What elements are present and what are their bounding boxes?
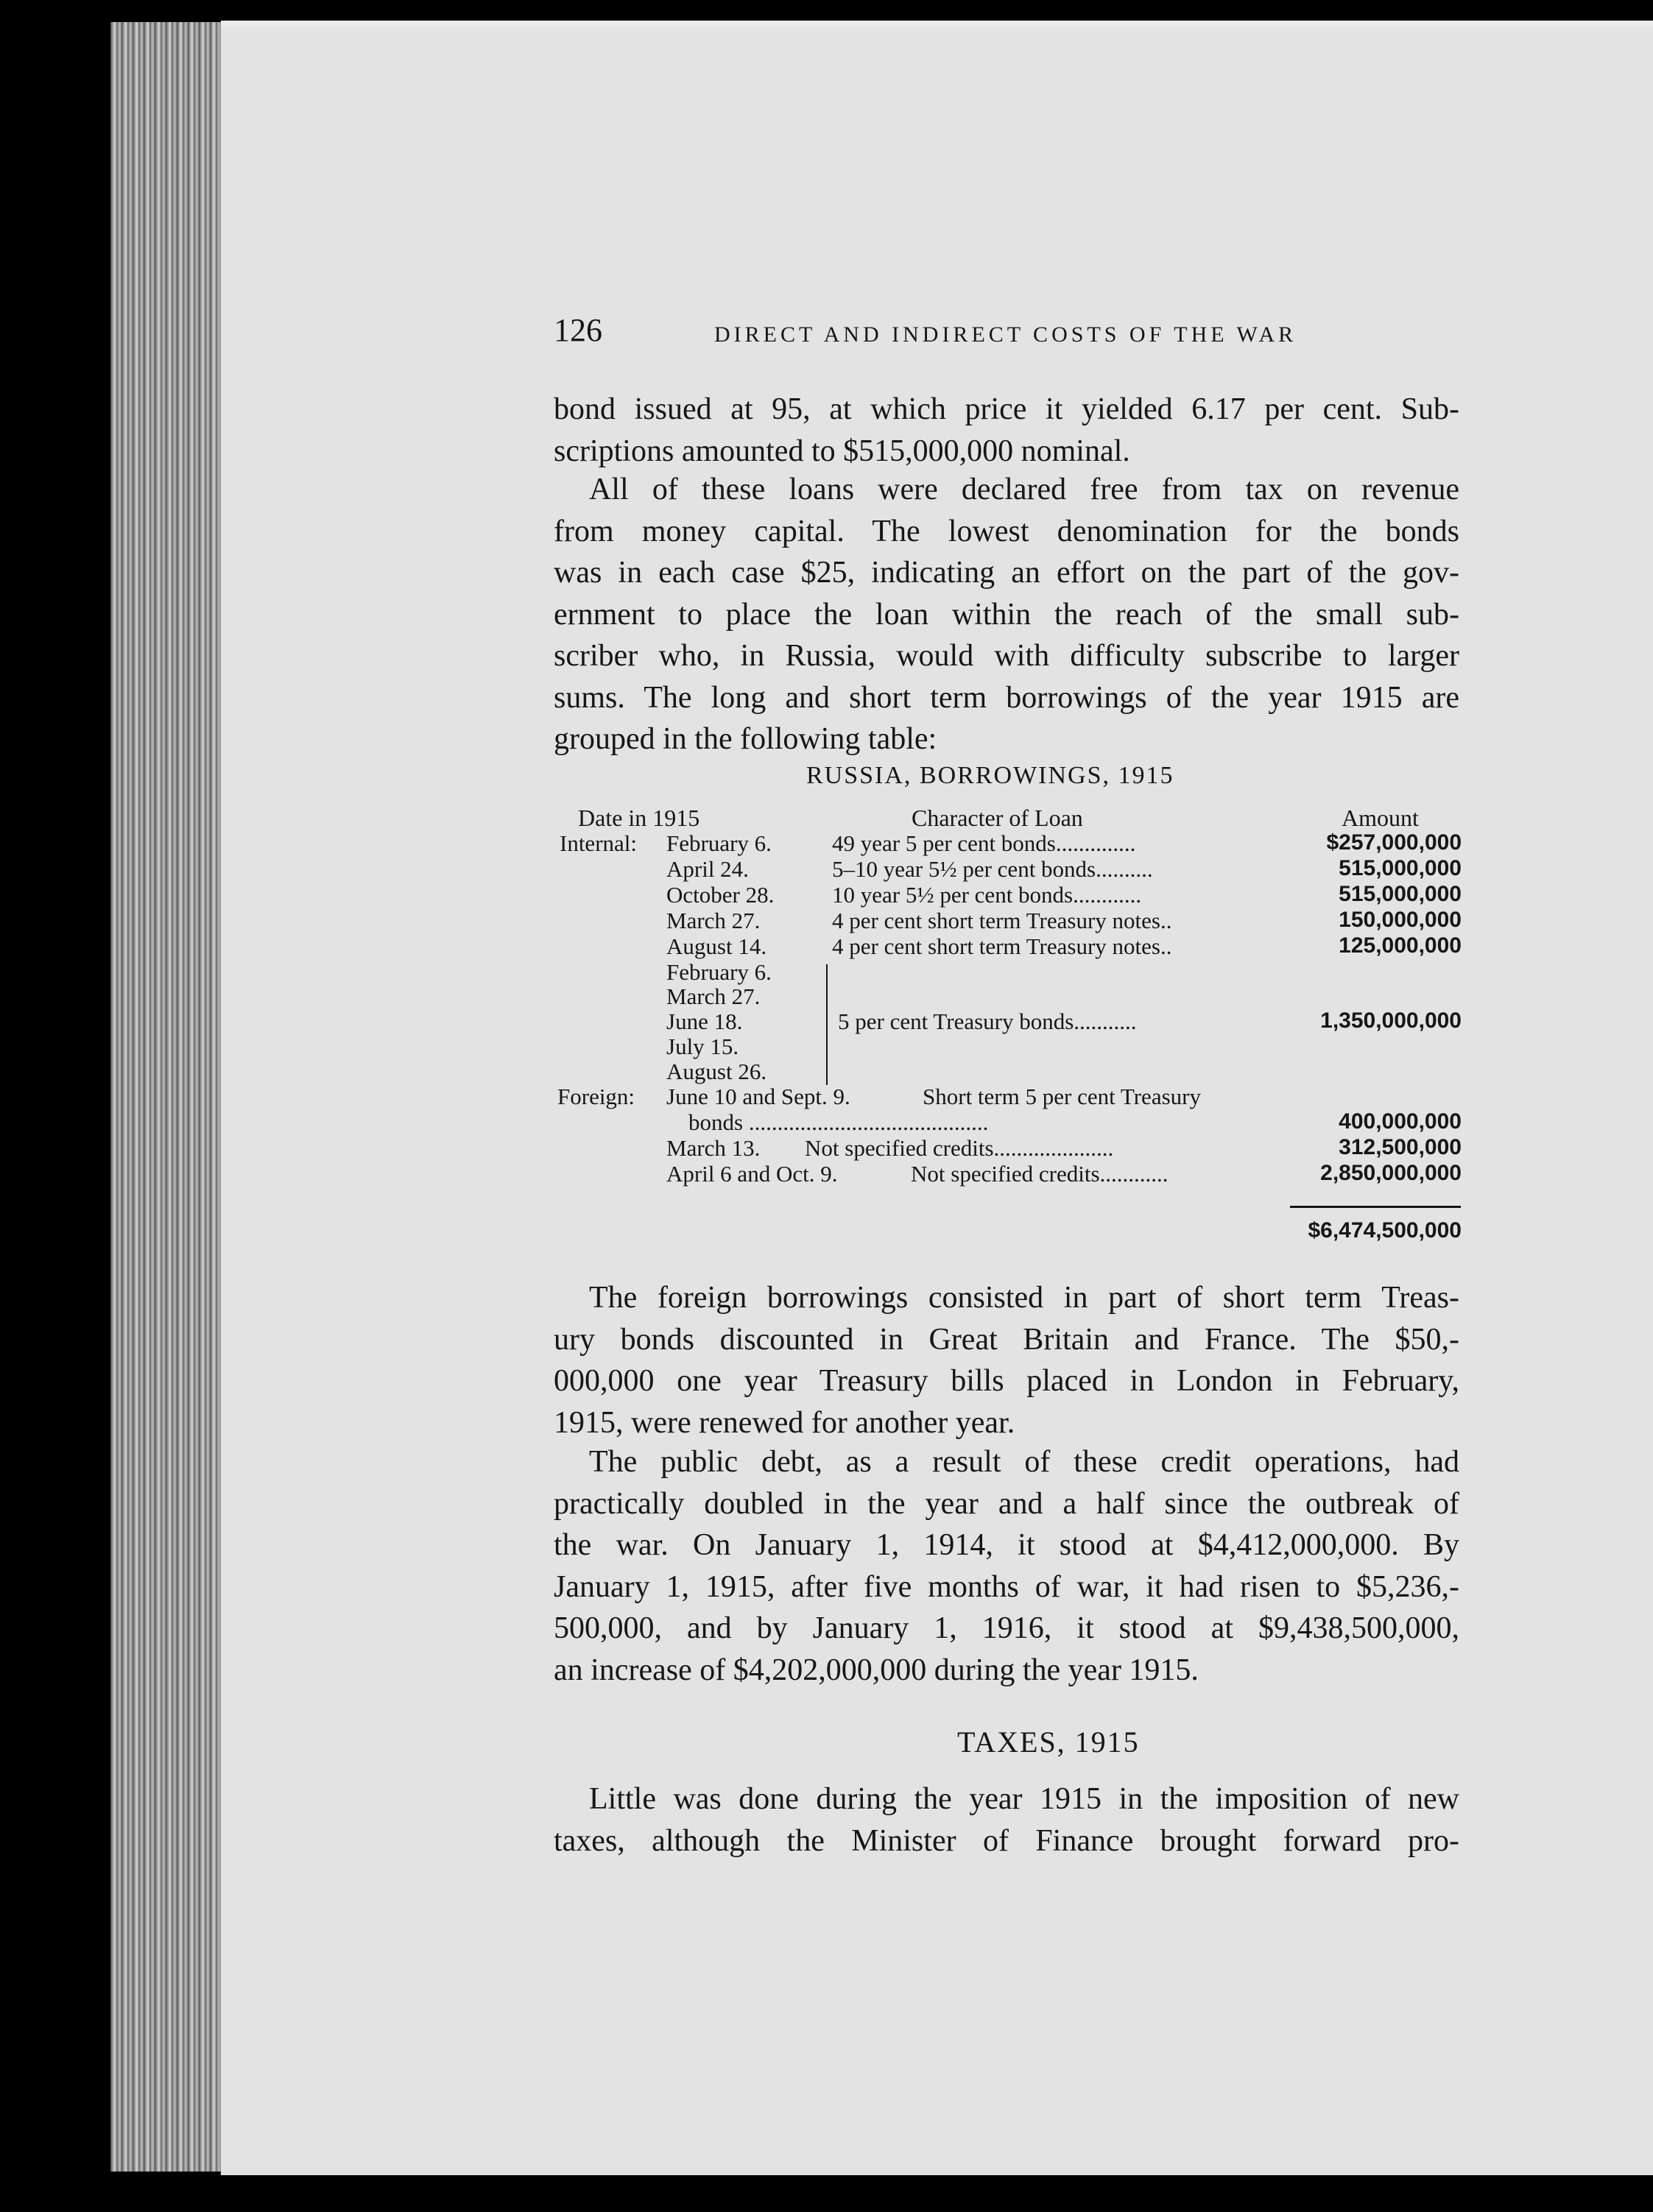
paragraph-3 [554,1277,1459,1444]
row-date: March 13. [666,1135,761,1161]
paragraph-5 [554,1778,1459,1862]
table-header-character: Character of Loan [912,805,1083,831]
row-date: April 6 and Oct. 9. [666,1161,838,1187]
page-number: 126 [554,312,602,348]
text-line: the war. On January 1, 1914, it stood at $4,412,000,000. By [554,1528,1459,1562]
row-amount: 2,850,000,000 [1320,1161,1462,1185]
text-line: 000,000 one year Treasury bills placed in London in February, [554,1364,1459,1398]
grouping-brace [816,964,828,1085]
table-row [0,1084,1653,1109]
text-line: January 1, 1915, after five months of war, it had risen to $5,236,- [554,1569,1459,1604]
text-line: was in each case $25, indicating an effort on the part of the gov- [554,556,1459,590]
text-line: 500,000, and by January 1, 1916, it stood at $9,438,500,000, [554,1611,1459,1645]
paragraph-1 [554,389,1459,472]
text-line: from money capital. The lowest denomination for the bonds [554,514,1459,548]
text-line: The foreign borrowings consisted in part of short term Treas- [589,1281,1459,1315]
table-total: $6,474,500,000 [1308,1218,1462,1243]
text-line: bond issued at 95, at which price it yielded 6.17 per cent. Sub- [554,392,1459,426]
row-amount: 150,000,000 [1339,908,1462,932]
text-line: 1915, were renewed for another year. [554,1405,1015,1440]
text-line: The public debt, as a result of these credit operations, had [589,1445,1459,1479]
text-line: Little was done during the year 1915 in the imposition of new [589,1782,1459,1816]
table-row [0,882,1653,907]
row-date: August 26. [666,1059,767,1084]
text-line: sums. The long and short term borrowings of the year 1915 are [554,680,1459,715]
text-line: practically doubled in the year and a half since the outbreak of [554,1486,1459,1521]
running-title: DIRECT AND INDIRECT COSTS OF THE WAR [714,322,1297,347]
row-amount: $257,000,000 [1326,830,1462,855]
row-character: 10 year 5½ per cent bonds............ [832,882,1142,908]
table-row [0,830,1653,855]
row-character: bonds .......................................... [688,1109,989,1135]
row-amount: 515,000,000 [1339,856,1462,880]
row-character: 5 per cent Treasury bonds........... [838,1008,1137,1034]
row-date: June 10 and Sept. 9. [666,1084,850,1109]
text-line: All of these loans were declared free from tax on revenue [589,473,1459,506]
row-character: Not specified credits..................... [805,1135,1114,1161]
row-character: 49 year 5 per cent bonds.............. [832,830,1136,856]
row-amount: 400,000,000 [1339,1109,1462,1134]
table-row [0,1161,1653,1186]
table-header-date: Date in 1915 [578,805,700,831]
row-character: 5–10 year 5½ per cent bonds.......... [832,856,1153,882]
text-line: taxes, although the Minister of Finance brought forward pro- [554,1823,1459,1858]
text-line: scriptions amounted to $515,000,000 nominal. [554,434,1130,468]
table-row [0,1109,1653,1134]
row-date: October 28. [666,882,775,908]
row-date: July 15. [666,1033,739,1059]
table-row [0,856,1653,881]
row-date: August 14. [666,933,767,959]
row-date: March 27. [666,908,761,933]
table-row [0,1135,1653,1160]
row-character: 4 per cent short term Treasury notes.. [832,908,1172,933]
row-amount: 125,000,000 [1339,933,1462,958]
row-amount: 515,000,000 [1339,882,1462,906]
row-date: June 18. [666,1008,743,1034]
row-date: February 6. [666,959,772,985]
text-line: ernment to place the loan within the reach of the small sub- [554,597,1459,632]
table-title: RUSSIA, BORROWINGS, 1915 [806,762,1174,789]
row-date: February 6. [666,830,772,856]
row-date: March 27. [666,983,761,1009]
row-character: Short term 5 per cent Treasury [923,1084,1201,1109]
row-date: April 24. [666,856,749,882]
total-rule [1290,1206,1461,1208]
table-header-amount: Amount [1342,805,1419,831]
paragraph-2 [554,469,1459,760]
table-row [0,933,1653,958]
row-amount: 1,350,000,000 [1320,1008,1462,1033]
paragraph-4 [554,1441,1459,1691]
row-section: Internal: [560,830,638,856]
text-line: scriber who, in Russia, would with difficulty subscribe to larger [554,639,1459,673]
row-section: Foreign: [557,1084,635,1109]
text-line: an increase of $4,202,000,000 during the year 1915. [554,1653,1199,1687]
text-line: ury bonds discounted in Great Britain and France. The $50,- [554,1322,1459,1357]
row-character: 4 per cent short term Treasury notes.. [832,933,1172,959]
table-row [0,908,1653,933]
text-line: grouped in the following table: [554,722,937,756]
row-character: Not specified credits............ [911,1161,1169,1187]
row-amount: 312,500,000 [1339,1135,1462,1159]
section-heading: TAXES, 1915 [957,1725,1140,1759]
